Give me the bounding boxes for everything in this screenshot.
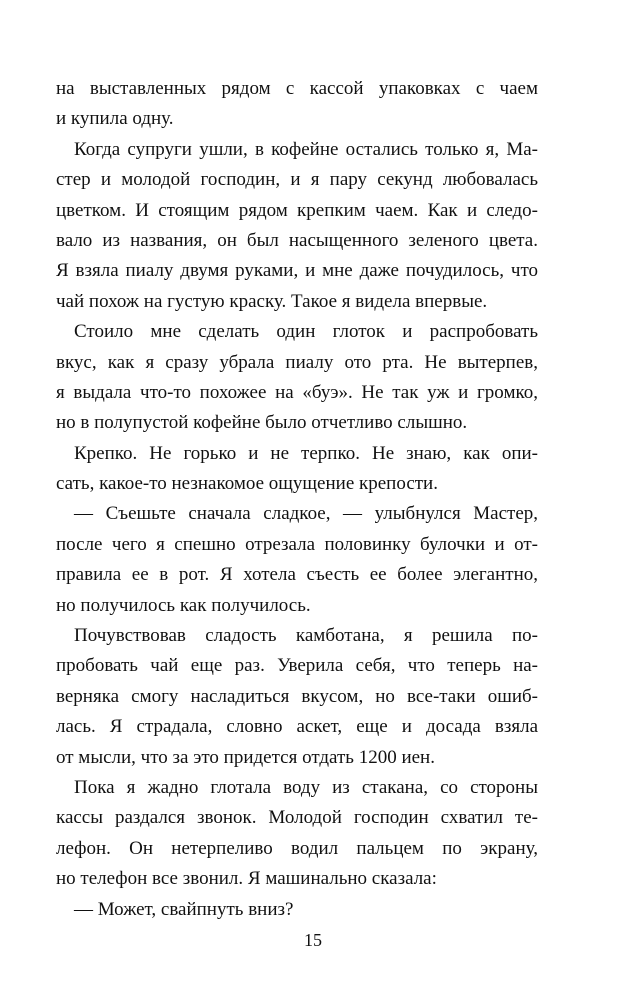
text-line: я выдала что-то похожее на «буэ». Не так уж и громко,	[56, 381, 538, 403]
text-line: лефон. Он нетерпеливо водил пальцем по экрану,	[56, 837, 538, 859]
text-line: но телефон все звонил. Я машинально сказала:	[56, 868, 437, 890]
page-number: 15	[304, 930, 322, 950]
text-line: Крепко. Не горько и не терпко. Не знаю, как опи-	[74, 442, 538, 464]
text-line: от мысли, что за это придется отдать 1200 иен.	[56, 746, 435, 768]
text-line: после чего я спешно отрезала половинку булочки и от-	[56, 533, 538, 555]
text-line: кассы раздался звонок. Молодой господин схватил те-	[56, 807, 538, 829]
text-line: Пока я жадно глотала воду из стакана, со стороны	[74, 776, 538, 798]
text-line: вкус, как я сразу убрала пиалу ото рта. Не вытерпев,	[56, 351, 538, 373]
text-line: лась. Я страдала, словно аскет, еще и досада взяла	[56, 716, 538, 738]
text-line: чай похож на густую краску. Такое я видела впервые.	[56, 290, 488, 312]
text-line: цветком. И стоящим рядом крепким чаем. Как и следо-	[56, 199, 538, 221]
text-line: Я взяла пиалу двумя руками, и мне даже почудилось, что	[56, 260, 538, 282]
text-line: — Может, свайпнуть вниз?	[74, 898, 294, 920]
text-line: — Съешьте сначала сладкое, — улыбнулся Мастер,	[74, 503, 538, 525]
text-line: но получилось как получилось.	[56, 594, 311, 616]
text-line: Стоило мне сделать один глоток и распробовать	[74, 321, 538, 343]
text-line: Когда супруги ушли, в кофейне остались только я, Ма-	[74, 138, 538, 160]
text-line: верняка смогу насладиться вкусом, но все-таки ошиб-	[56, 685, 538, 707]
text-line: Почувствовав сладость камботана, я решила по-	[74, 625, 538, 647]
text-line: правила ее в рот. Я хотела съесть ее более элегантно,	[56, 564, 538, 586]
body-text	[56, 74, 538, 925]
text-line: и купила одну.	[56, 108, 174, 130]
text-line: сать, какое-то незнакомое ощущение крепости.	[56, 473, 438, 495]
text-line: на выставленных рядом с кассой упаковках с чаем	[56, 78, 538, 99]
text-line: стер и молодой господин, и я пару секунд любовалась	[56, 169, 538, 191]
text-line: но в полупустой кофейне было отчетливо слышно.	[56, 412, 468, 434]
text-line: пробовать чай еще раз. Уверила себя, что теперь на-	[56, 655, 538, 677]
text-line: вало из названия, он был насыщенного зеленого цвета.	[56, 229, 538, 251]
